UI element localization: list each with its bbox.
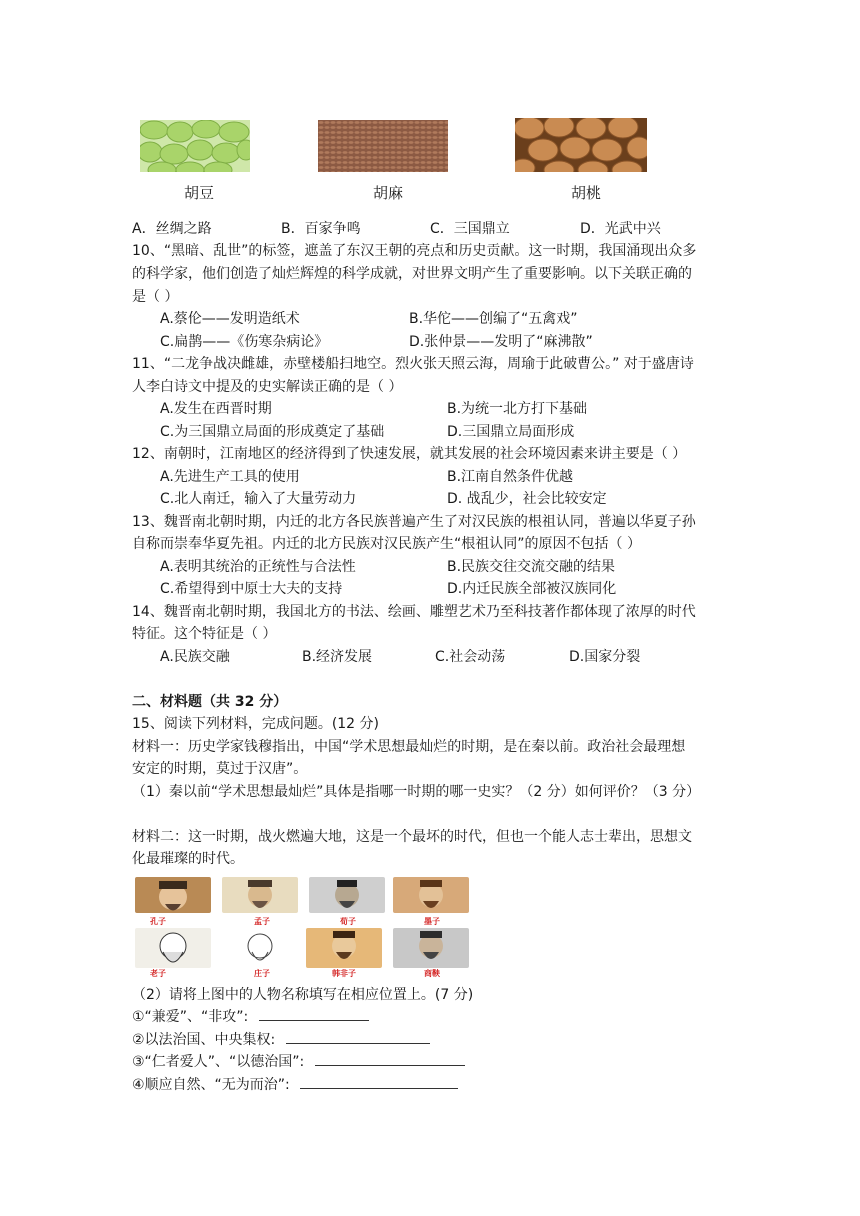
portrait-confucius (135, 877, 211, 913)
q13-option-b: B.民族交往交流交融的结果 (447, 559, 616, 575)
q14-option-d: D.国家分裂 (569, 649, 641, 665)
material-1-line-1: 材料一：历史学家钱穆指出，中国“学术思想最灿烂的时期，是在秦以前。政治社会最理想 (132, 739, 686, 755)
q11-option-a: A.发生在西晋时期 (160, 401, 272, 417)
portrait-zhuangzi (222, 928, 298, 968)
portrait-label-laozi: 老子 (150, 969, 166, 978)
portrait-label-zhuangzi: 庄子 (254, 969, 270, 978)
q14-line-1: 14、魏晋南北朝时期，我国北方的书法、绘画、雕塑艺术乃至科技著作都体现了浓厚的时代 (132, 604, 696, 620)
caption-walnuts: 胡桃 (570, 184, 601, 202)
q9-option-d: D．光武中兴 (580, 221, 661, 237)
q10-line-2: 的科学家，他们创造了灿烂辉煌的科学成就，对世界文明产生了重要影响。以下关联正确的 (132, 266, 692, 282)
material-2-line-2: 化最璀璨的时代。 (132, 851, 244, 867)
q14-option-a: A.民族交融 (160, 649, 230, 665)
q13-line-2: 自称而崇奉华夏先祖。内迁的北方民族对汉民族产生“根祖认同”的原因不包括（ ） (132, 536, 641, 552)
portrait-mencius (222, 877, 298, 913)
q13-option-c: C.希望得到中原士大夫的支持 (160, 581, 343, 597)
q10-line-3: 是（ ） (132, 289, 179, 305)
fill-blank-4[interactable] (300, 1074, 458, 1089)
fill-blank-3[interactable] (315, 1051, 465, 1066)
caption-broad-beans: 胡豆 (183, 184, 214, 202)
flax-seeds-photo (318, 120, 448, 172)
q11-option-b: B.为统一北方打下基础 (447, 401, 588, 417)
q9-option-a: A．丝绸之路 (132, 221, 212, 237)
q9-option-b: B．百家争鸣 (281, 221, 361, 237)
q10-option-d: D.张仲景——发明了“麻沸散” (409, 334, 593, 350)
q12-option-a: A.先进生产工具的使用 (160, 469, 300, 485)
q14-option-c: C.社会动荡 (435, 649, 506, 665)
q15-intro: 15、阅读下列材料，完成问题。(12 分) (132, 716, 380, 732)
portrait-label-xunzi: 荀子 (340, 917, 356, 926)
q14-option-b: B.经济发展 (302, 649, 373, 665)
q12-option-c: C.北人南迁，输入了大量劳动力 (160, 491, 357, 507)
q12-option-b: B.江南自然条件优越 (447, 469, 574, 485)
portrait-laozi (135, 928, 211, 968)
portrait-xunzi (309, 877, 385, 913)
portrait-hanfeizi (306, 928, 382, 968)
q13-line-1: 13、魏晋南北朝时期，内迁的北方各民族普遍产生了对汉民族的根祖认同，普遍以华夏子孙 (132, 514, 696, 530)
q11-line-2: 人李白诗文中提及的史实解读正确的是（ ） (132, 379, 403, 395)
q13-option-a: A.表明其统治的正统性与合法性 (160, 559, 356, 575)
portrait-shangyang (393, 928, 469, 968)
material-1-line-2: 安定的时期，莫过于汉唐”。 (132, 761, 308, 777)
fill-item-3-label: ③“仁者爱人”、“以德治国”: (132, 1054, 305, 1070)
fill-item-3 (132, 1051, 465, 1073)
walnuts-photo (515, 118, 647, 172)
fill-item-4 (132, 1074, 458, 1096)
portrait-label-mozi: 墨子 (424, 917, 440, 926)
portrait-label-hanfeizi: 韩非子 (332, 969, 356, 978)
q10-option-b: B.华佗——创编了“五禽戏” (409, 311, 578, 327)
fill-item-1 (132, 1006, 369, 1028)
q11-line-1: 11、“二龙争战决雌雄，赤壁楼船扫地空。烈火张天照云海，周瑜于此破曹公。” 对于盛唐诗 (132, 356, 694, 372)
fill-item-1-label: ①“兼爱”、“非攻”: (132, 1009, 249, 1025)
q10-line-1: 10、“黑暗、乱世”的标签，遮盖了东汉王朝的亮点和历史贡献。这一时期，我国涌现出众多 (132, 243, 697, 259)
q12-line-1: 12、南朝时，江南地区的经济得到了快速发展，就其发展的社会环境因素来讲主要是（ ） (132, 446, 687, 462)
portrait-label-kongzi: 孔子 (150, 917, 166, 926)
section-2-heading: 二、材料题（共 32 分） (132, 694, 288, 710)
caption-flax: 胡麻 (372, 184, 403, 202)
portrait-label-shangyang: 商鞅 (424, 969, 440, 978)
fill-blank-2[interactable] (286, 1029, 430, 1044)
portrait-mozi (393, 877, 469, 913)
q15-sub-1: （1）秦以前“学术思想最灿烂”具体是指哪一时期的哪一史实？（2 分）如何评价？（3 分） (132, 784, 701, 800)
q13-option-d: D.内迁民族全部被汉族同化 (447, 581, 617, 597)
q11-option-c: C.为三国鼎立局面的形成奠定了基础 (160, 424, 385, 440)
q10-option-a: A.蔡伦——发明造纸术 (160, 311, 300, 327)
q11-option-d: D.三国鼎立局面形成 (447, 424, 575, 440)
fill-item-4-label: ④顺应自然、“无为而治”: (132, 1077, 290, 1093)
q10-option-c: C.扁鹊——《伤寒杂病论》 (160, 334, 329, 350)
portrait-label-mengzi: 孟子 (254, 917, 270, 926)
q12-option-d: D. 战乱少，社会比较安定 (447, 491, 607, 507)
fill-item-2 (132, 1029, 430, 1051)
q14-line-2: 特征。这个特征是（ ） (132, 626, 277, 642)
q15-sub-2: （2）请将上图中的人物名称填写在相应位置上。(7 分) (132, 987, 474, 1003)
fill-blank-1[interactable] (259, 1006, 369, 1021)
q9-option-c: C．三国鼎立 (430, 221, 510, 237)
broad-beans-photo (140, 120, 250, 172)
material-2-line-1: 材料二：这一时期，战火燃遍大地，这是一个最坏的时代，但也一个能人志士辈出，思想文 (132, 829, 692, 845)
fill-item-2-label: ②以法治国、中央集权: (132, 1032, 276, 1048)
